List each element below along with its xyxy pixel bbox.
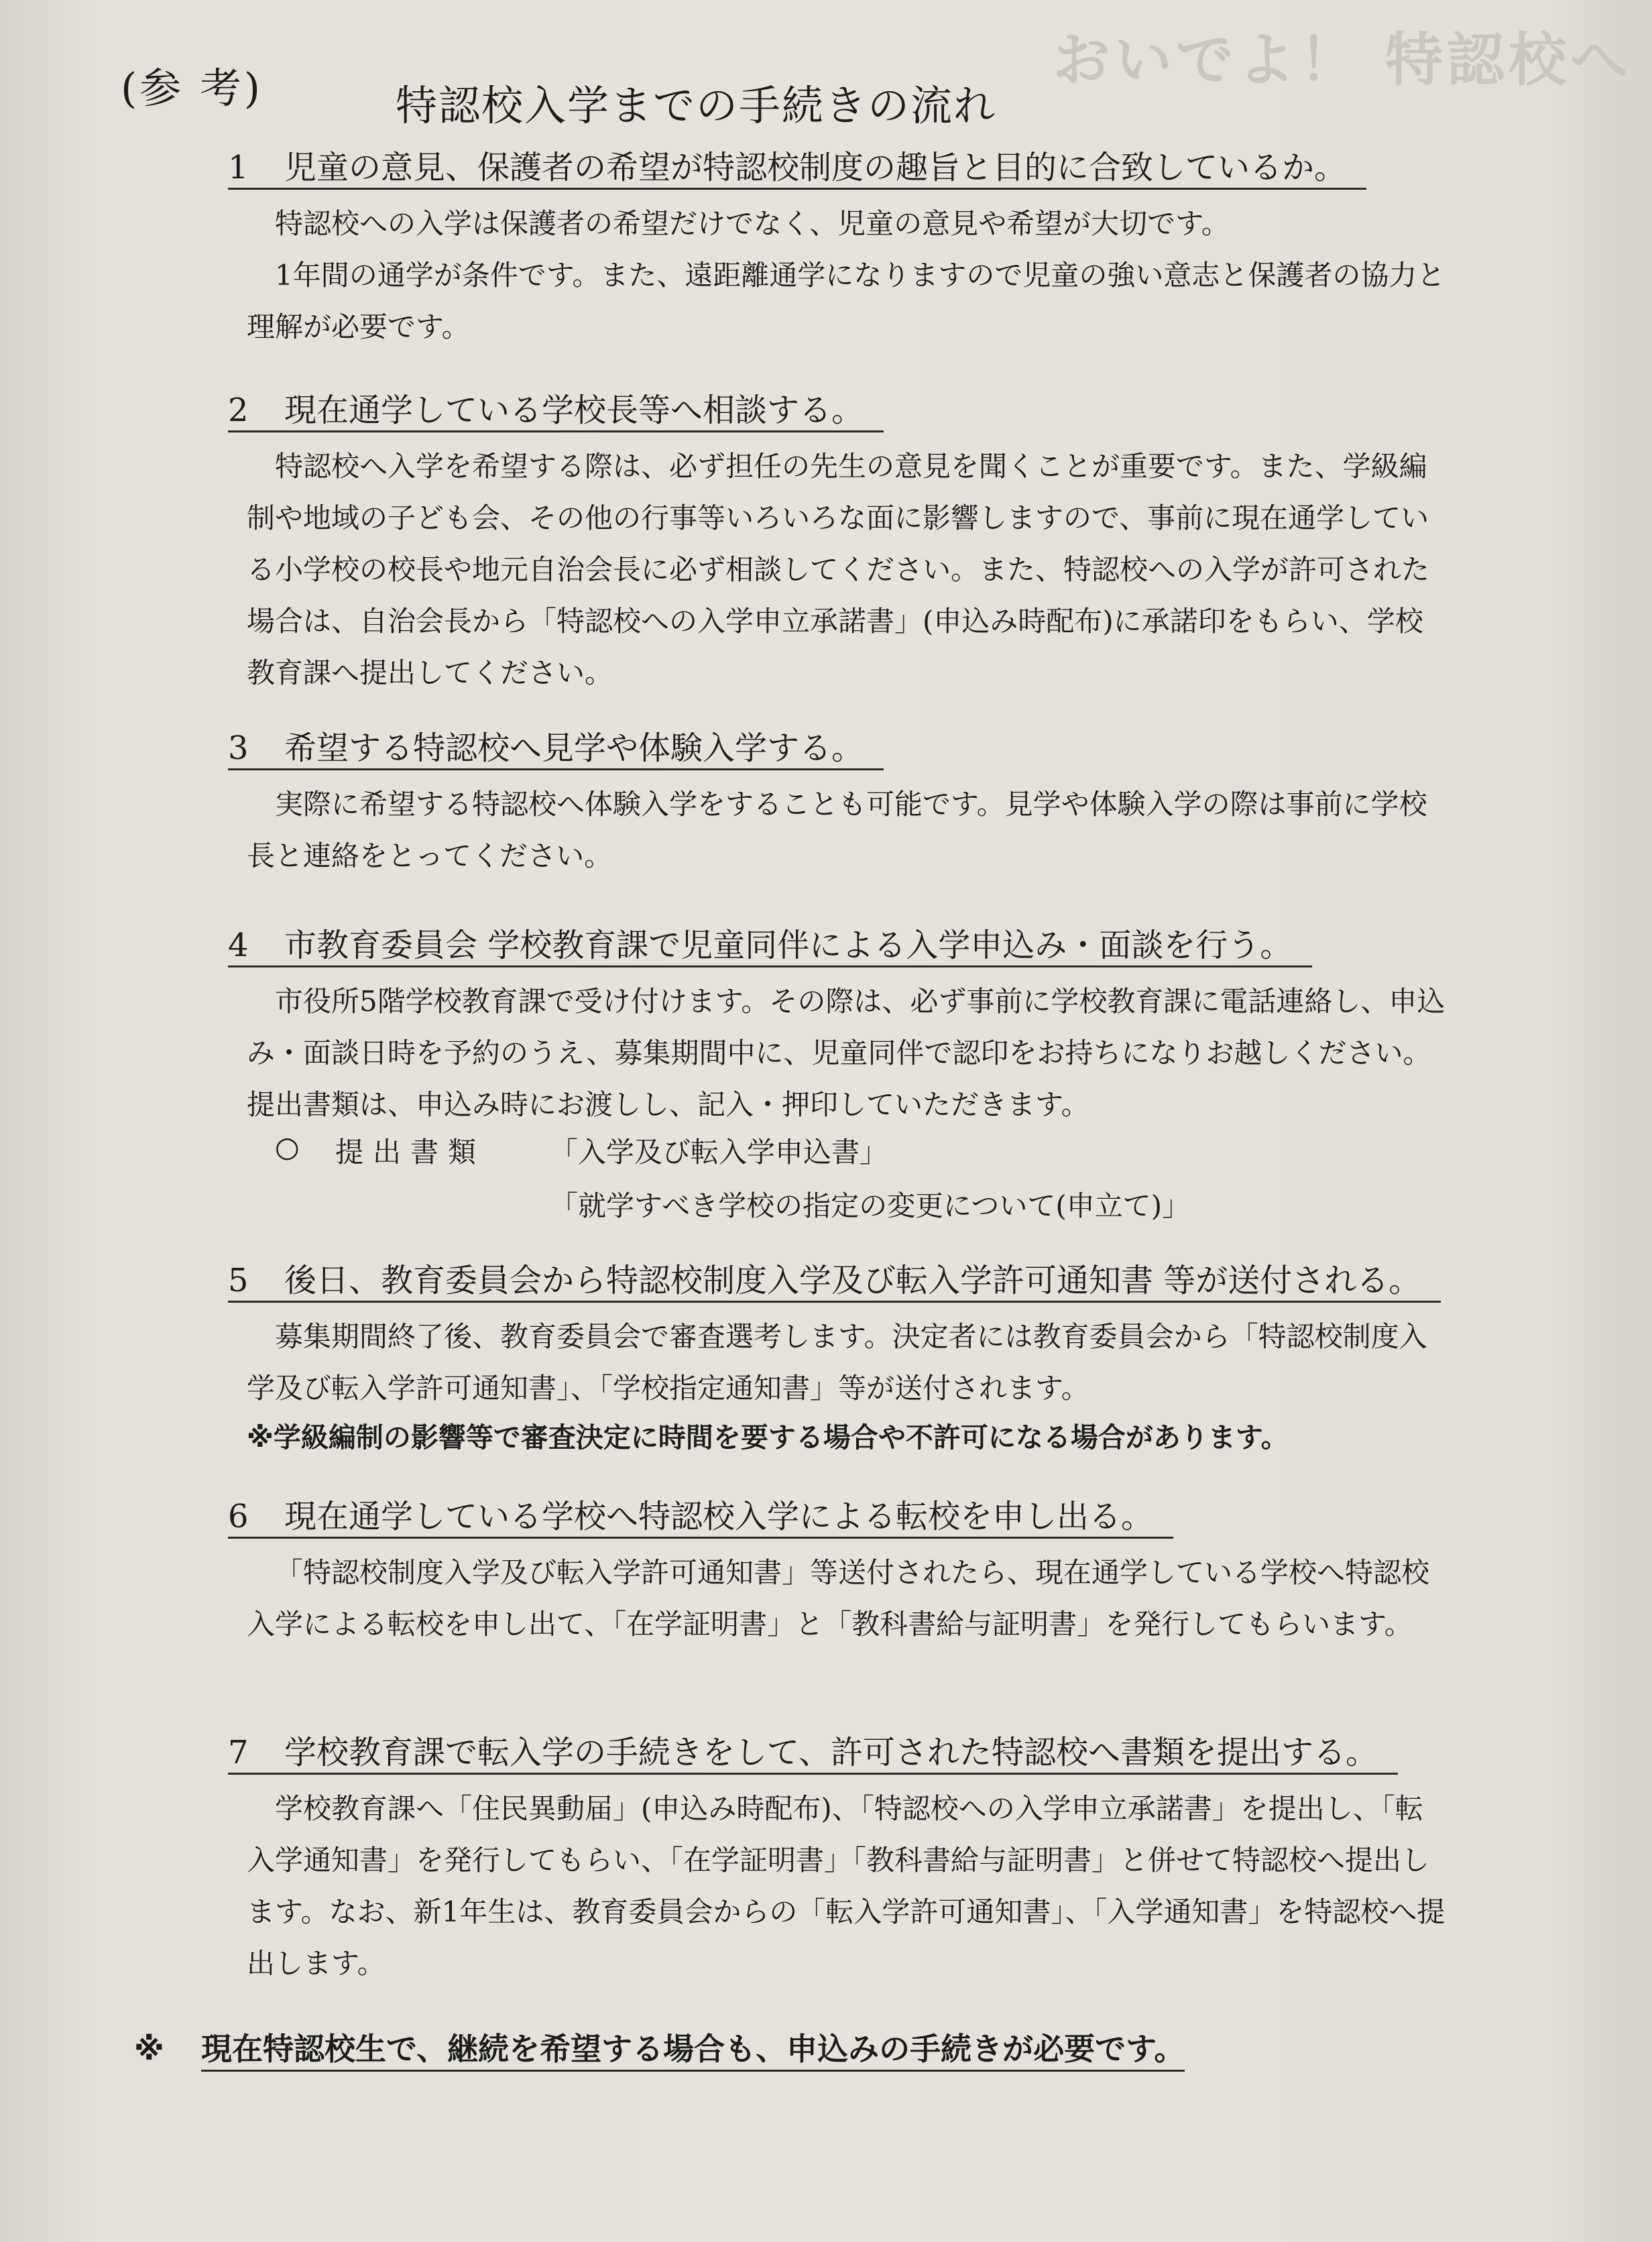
section-heading: 5 後日、教育委員会から特認校制度入学及び転入学許可通知書 等が送付される。: [228, 1260, 1441, 1303]
section-heading: 3 希望する特認校へ見学や体験入学する。: [228, 728, 884, 770]
section-1: [228, 148, 1448, 353]
section-body: 「特認校制度入学及び転入学許可通知書」等送付されたら、現在通学している学校へ特認校入学による転校を申し出て、「在学証明書」と「教科書給与証明書」を発行してもらいます。: [247, 1556, 1430, 1641]
page-title: 特認校入学までの手続きの流れ: [396, 81, 997, 130]
section-5: [228, 1260, 1448, 1461]
submission-documents: [228, 1130, 1448, 1238]
reference-label: (参 考): [121, 64, 263, 113]
circle-bullet: ○: [275, 1130, 300, 1163]
warning-note: ※学級編制の影響等で審査決定に時間を要する場合や不許可になる場合があります。: [247, 1421, 1289, 1454]
section-body: 特認校へ入学を希望する際は、必ず担任の先生の意見を聞くことが重要です。また、学級編制や地域の子ども会、その他の行事等いろいろな面に影響しますので、事前に現在通学している小学校の校長や地元自治会長に必ず相談してください。また、特認校への入学が許可された場合は、自治会長から「特認校への入学申立承諾書」(申込み時配布)に承諾印をもらい、学校教育課へ提出してください。: [247, 450, 1430, 689]
section-body: 特認校への入学は保護者の希望だけでなく、児童の意見や希望が大切です。: [275, 207, 1230, 240]
bleed-through-text: おいでよ！ 特認校へ: [1053, 27, 1632, 94]
section-heading: 1 児童の意見、保護者の希望が特認校制度の趣旨と目的に合致しているか。: [228, 148, 1366, 190]
section-heading: 2 現在通学している学校長等へ相談する。: [228, 390, 884, 432]
section-body: 募集期間終了後、教育委員会で審査選考します。決定者には教育委員会から「特認校制度入学及び転入学許可通知書」、「学校指定通知書」等が送付されます。: [247, 1320, 1427, 1405]
document-item: 「就学すべき学校の指定の変更について(申立て)」: [550, 1189, 1191, 1222]
section-3: [228, 728, 1448, 882]
final-note: ※ 現在特認校生で、継続を希望する場合も、申込みの手続きが必要です。: [134, 2025, 1185, 2069]
section-2: [228, 390, 1448, 699]
section-heading: 4 市教育委員会 学校教育課で児童同伴による入学申込み・面談を行う。: [228, 925, 1312, 967]
section-body: 学校教育課へ「住民異動届」(申込み時配布)、「特認校への入学申立承諾書」を提出し、「転入学通知書」を発行してもらい、「在学証明書」「教科書給与証明書」と併せて特認校へ提出します。なお、新1年生は、教育委員会からの「転入学許可通知書」、「入学通知書」を特認校へ提出します。: [247, 1792, 1446, 1980]
section-6: [228, 1496, 1448, 1650]
section-7: [228, 1732, 1448, 1989]
section-heading: 7 学校教育課で転入学の手続きをして、許可された特認校へ書類を提出する。: [228, 1732, 1398, 1775]
section-heading: 6 現在通学している学校へ特認校入学による転校を申し出る。: [228, 1496, 1173, 1539]
section-4: [228, 925, 1448, 1238]
document-item: 「入学及び転入学申込書」: [550, 1136, 888, 1169]
section-body: 実際に希望する特認校へ体験入学をすることも可能です。見学や体験入学の際は事前に学校長と連絡をとってください。: [247, 788, 1427, 872]
documents-label: 提出書類: [335, 1136, 486, 1169]
section-body: 1年間の通学が条件です。また、遠距離通学になりますので児童の強い意志と保護者の協力と理解が必要です。: [247, 259, 1446, 343]
section-body: 市役所5階学校教育課で受け付けます。その際は、必ず事前に学校教育課に電話連絡し、申込み・面談日時を予約のうえ、募集期間中に、児童同伴で認印をお持ちになりお越しください。提出書類は、申込み時にお渡しし、記入・押印していただきます。: [247, 985, 1446, 1121]
